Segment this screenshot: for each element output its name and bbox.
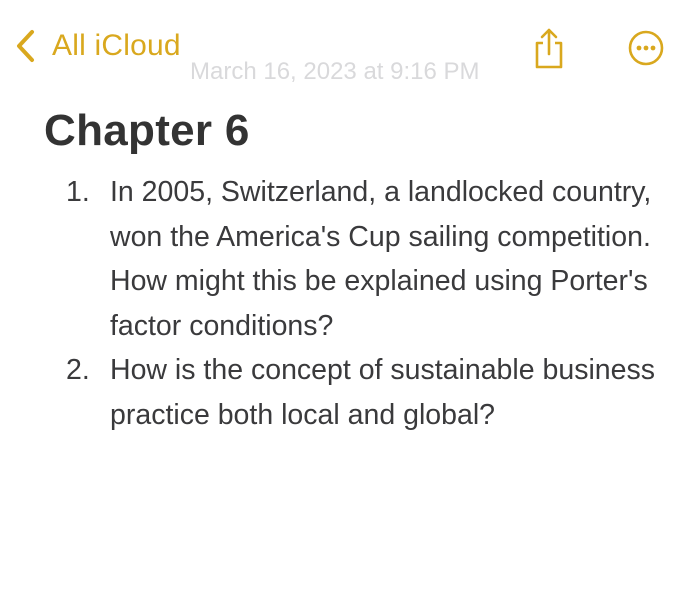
list-item-number: 1. xyxy=(66,176,90,208)
note-title[interactable]: Chapter 6 xyxy=(44,106,250,155)
back-button[interactable] xyxy=(14,28,181,64)
list-item-text[interactable]: In 2005, Switzerland, a landlocked country, won the America's Cup sailing competition. How might this be explained using Porter's factor conditions? xyxy=(110,176,652,342)
list-item-number: 2. xyxy=(66,354,90,386)
numbered-list[interactable] xyxy=(0,170,700,437)
share-icon[interactable] xyxy=(531,26,567,70)
list-item-text[interactable]: How is the concept of sustainable business practice both local and global? xyxy=(110,354,655,431)
list-item[interactable] xyxy=(0,170,700,348)
note-timestamp: March 16, 2023 at 9:16 PM xyxy=(190,58,480,85)
ellipsis-circle-icon[interactable] xyxy=(628,30,664,66)
back-label: All iCloud xyxy=(52,29,181,62)
chevron-left-icon xyxy=(14,28,38,64)
list-item[interactable] xyxy=(0,348,700,437)
